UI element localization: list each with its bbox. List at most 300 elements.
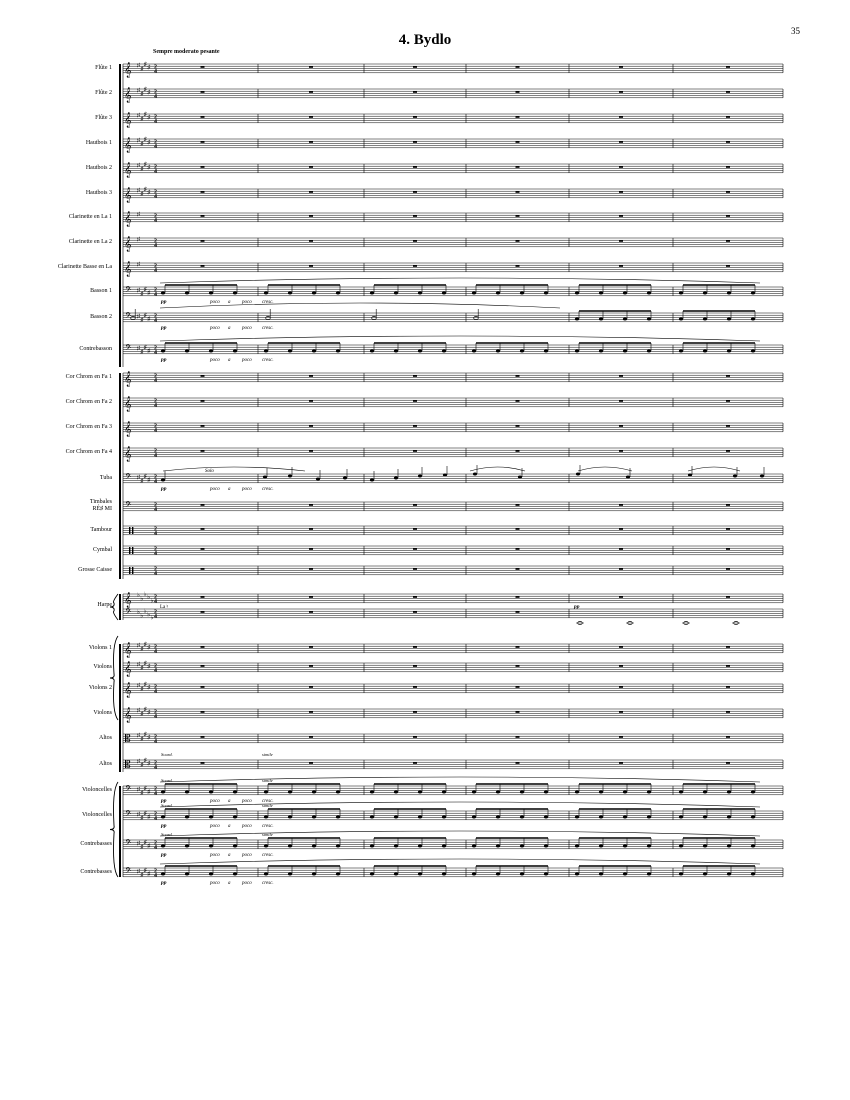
key-signature-accidental: ♯ [143, 313, 147, 320]
note-head [544, 791, 548, 794]
whole-rest [413, 762, 417, 764]
key-signature-accidental: ♯ [137, 787, 140, 794]
percussion-clef [132, 527, 133, 534]
dynamic-pp: pp [161, 798, 167, 804]
whole-rest [201, 91, 205, 93]
staff [123, 526, 783, 535]
instrument-name: Tuba [99, 474, 112, 481]
expression-cresc: cresc. [262, 358, 274, 363]
time-signature-numerator: 2 [154, 786, 157, 793]
whole-rest [201, 375, 205, 377]
bass-clef: 𝄢 [125, 810, 132, 821]
note-head [575, 873, 579, 876]
key-signature-accidental: ♯ [137, 662, 140, 668]
time-signature-denominator: 4 [154, 613, 157, 620]
time-signature-denominator: 4 [154, 550, 157, 557]
whole-rest [726, 141, 730, 143]
whole-rest [309, 215, 313, 217]
key-signature-accidental: ♯ [143, 757, 147, 764]
instrument-name: Hautbois 2 [85, 164, 112, 171]
staff [123, 89, 783, 98]
half-note-head [266, 316, 271, 319]
time-signature-denominator: 4 [154, 872, 157, 879]
note-head [418, 873, 422, 876]
note-head [394, 350, 398, 353]
whole-rest [309, 166, 313, 168]
note-head [394, 477, 398, 480]
instrument-name: Contrebasses [80, 840, 112, 847]
whole-rest [516, 166, 520, 168]
brace [110, 636, 118, 720]
time-signature-numerator: 2 [154, 811, 157, 818]
whole-rest [201, 611, 205, 613]
instrument-name: Violons [93, 709, 112, 716]
key-signature-accidental: ♯ [140, 790, 144, 797]
staff [123, 313, 783, 322]
whole-rest [413, 504, 417, 506]
treble-clef: 𝄞 [124, 137, 132, 152]
time-signature-denominator: 4 [154, 168, 157, 175]
note-head [161, 845, 165, 848]
note-head [316, 478, 320, 481]
dynamic-pp: pp [574, 604, 580, 610]
note-head [443, 474, 447, 477]
half-note-head [372, 316, 377, 319]
note-head [370, 292, 374, 295]
expression-poco: poco [242, 487, 252, 492]
dynamic-pp: pp [161, 486, 167, 492]
note-head [575, 318, 579, 321]
note-head [599, 791, 603, 794]
whole-rest [309, 425, 313, 427]
whole-rest [413, 711, 417, 713]
time-signature-numerator: 2 [154, 164, 157, 171]
note-head [264, 350, 268, 353]
time-signature-numerator: 2 [154, 709, 157, 716]
bass-clef: 𝄢 [125, 286, 132, 297]
time-signature-numerator: 2 [154, 345, 157, 352]
key-signature-accidental: ♯ [147, 90, 151, 97]
instrument-name: Hautbois 3 [85, 189, 112, 196]
note-head [161, 873, 165, 876]
whole-rest [413, 215, 417, 217]
time-signature-numerator: 2 [154, 114, 157, 121]
whole-rest [619, 736, 623, 738]
time-signature-numerator: 2 [154, 868, 157, 875]
note-head [679, 791, 683, 794]
instrument-name: Flûte 1 [95, 64, 112, 71]
note-head [647, 873, 651, 876]
whole-rest [619, 215, 623, 217]
key-signature-accidental: ♯ [140, 141, 144, 148]
staff [123, 868, 783, 877]
key-signature-accidental: ♯ [137, 759, 140, 765]
whole-rest [309, 611, 313, 613]
whole-rest [726, 504, 730, 506]
whole-rest [726, 116, 730, 118]
time-signature-denominator: 4 [154, 242, 157, 249]
whole-rest [413, 450, 417, 452]
percussion-clef [129, 547, 130, 554]
whole-rest [413, 66, 417, 68]
instrument-name: Tambour [90, 526, 112, 533]
expression-cresc: cresc. [262, 326, 274, 331]
expression-cresc: cresc. [262, 824, 274, 829]
time-signature-numerator: 2 [154, 287, 157, 294]
expression-poco: poco [242, 853, 252, 858]
instrument-name: Cor Chrom en Fa 4 [65, 448, 112, 455]
instrument-name: Contrebasson [79, 345, 112, 352]
whole-rest [516, 66, 520, 68]
note-head [394, 873, 398, 876]
note-head [575, 816, 579, 819]
note-head [496, 350, 500, 353]
note-head [544, 845, 548, 848]
time-signature-numerator: 2 [154, 423, 157, 430]
note-head [751, 791, 755, 794]
key-signature-accidental: ♯ [137, 869, 140, 876]
key-signature-accidental: ♯ [137, 63, 140, 69]
key-signature-accidental: ♯ [137, 812, 140, 819]
note-head [472, 350, 476, 353]
whole-rest [726, 191, 730, 193]
percussion-clef [129, 567, 130, 574]
note-head [623, 318, 627, 321]
whole-rest [619, 191, 623, 193]
time-signature-numerator: 2 [154, 526, 157, 533]
key-signature-accidental: ♯ [137, 188, 140, 194]
note-head [679, 318, 683, 321]
dynamic-pp: pp [161, 357, 167, 363]
expression-poco: poco [210, 853, 220, 858]
key-signature-accidental: ♯ [137, 314, 140, 321]
key-signature-accidental: ♯ [140, 478, 144, 485]
note-head [394, 791, 398, 794]
note-head [679, 845, 683, 848]
key-signature-accidental: ♯ [137, 237, 140, 243]
note-head [264, 791, 268, 794]
note-head [418, 292, 422, 295]
note-head [703, 845, 707, 848]
note-head [520, 845, 524, 848]
whole-rest [516, 568, 520, 570]
note-head [336, 350, 340, 353]
expression-poco: poco [210, 881, 220, 886]
whole-rest [201, 665, 205, 667]
note-head [576, 473, 580, 476]
time-signature-denominator: 4 [154, 648, 157, 655]
staff [123, 684, 783, 693]
bass-clef: 𝄢 [125, 344, 132, 355]
key-signature-accidental: ♯ [147, 115, 151, 122]
whole-rest [201, 528, 205, 530]
whole-rest [516, 646, 520, 648]
instrument-name: Cor Chrom en Fa 2 [65, 398, 112, 405]
expression-cresc: cresc. [262, 300, 274, 305]
note-head [185, 845, 189, 848]
whole-rest [413, 736, 417, 738]
note-head [209, 845, 213, 848]
key-signature-accidental: ♯ [140, 665, 144, 672]
whole-rest [413, 141, 417, 143]
whole-rest [201, 686, 205, 688]
key-signature-accidental: ♯ [147, 710, 151, 717]
time-signature-numerator: 2 [154, 760, 157, 767]
time-signature-denominator: 4 [154, 688, 157, 695]
expression-cresc: cresc. [262, 799, 274, 804]
note-head [312, 350, 316, 353]
expression-a: a [228, 824, 231, 829]
bass-clef: 𝄢 [125, 312, 132, 323]
expression-poco: poco [210, 824, 220, 829]
dynamic-pp: pp [161, 325, 167, 331]
staff [123, 423, 783, 432]
note-head [472, 873, 476, 876]
key-signature-accidental: ♯ [147, 316, 151, 323]
time-signature-denominator: 4 [154, 506, 157, 513]
whole-rest [309, 548, 313, 550]
time-signature-denominator: 4 [154, 598, 157, 605]
note-head [370, 791, 374, 794]
note-head [647, 791, 651, 794]
whole-rest [413, 548, 417, 550]
key-signature-accidental: ♯ [137, 643, 140, 649]
whole-rest [309, 596, 313, 598]
phrase-slur [160, 831, 760, 836]
note-head [520, 791, 524, 794]
whole-rest [309, 736, 313, 738]
key-signature-accidental: ♯ [143, 706, 147, 713]
staff [123, 644, 783, 653]
treble-clef: 𝄞 [124, 62, 132, 77]
whole-rest [201, 646, 205, 648]
note-head [496, 816, 500, 819]
staff [123, 474, 783, 483]
whole-rest [619, 141, 623, 143]
note-head [623, 845, 627, 848]
treble-clef: 𝄞 [124, 87, 132, 102]
time-signature-numerator: 2 [154, 840, 157, 847]
whole-rest [619, 450, 623, 452]
whole-rest [413, 375, 417, 377]
note-head [370, 350, 374, 353]
whole-rest [516, 611, 520, 613]
key-signature-accidental: ♯ [147, 165, 151, 172]
note-head [418, 791, 422, 794]
note-head [185, 873, 189, 876]
key-signature-accidental: ♯ [143, 786, 147, 793]
note-head [233, 873, 237, 876]
expression-a: a [228, 326, 231, 331]
treble-clef: 𝄞 [124, 236, 132, 251]
sourdine-marking: Sourd. [161, 752, 173, 757]
whole-rest [726, 762, 730, 764]
note-head [288, 816, 292, 819]
whole-rest [413, 191, 417, 193]
note-head [472, 292, 476, 295]
time-signature-numerator: 2 [154, 644, 157, 651]
key-signature-accidental: ♯ [140, 686, 144, 693]
note-head [496, 845, 500, 848]
key-signature-accidental: ♯ [147, 645, 151, 652]
note-head [703, 873, 707, 876]
whole-rest [726, 596, 730, 598]
note-head [233, 350, 237, 353]
whole-rest [726, 711, 730, 713]
key-signature-accidental: ♭ [150, 598, 154, 605]
whole-rest [619, 66, 623, 68]
bass-clef: 𝄢 [125, 608, 132, 619]
whole-rest [413, 528, 417, 530]
whole-rest [516, 686, 520, 688]
whole-rest [619, 425, 623, 427]
staff [123, 189, 783, 198]
note-head [336, 292, 340, 295]
whole-rest [309, 711, 313, 713]
whole-rest [516, 116, 520, 118]
staff [123, 546, 783, 555]
key-signature-accidental: ♭ [137, 610, 140, 617]
time-signature-numerator: 2 [154, 238, 157, 245]
note-head [394, 816, 398, 819]
brace [110, 782, 118, 877]
time-signature-denominator: 4 [154, 738, 157, 745]
key-signature-accidental: ♭ [140, 613, 144, 620]
whole-rest [201, 504, 205, 506]
note-head [442, 845, 446, 848]
note-head [544, 292, 548, 295]
note-head [442, 873, 446, 876]
instrument-name: Altos [98, 734, 112, 741]
expression-a: a [228, 853, 231, 858]
dynamic-pp: pp [161, 880, 167, 886]
half-note-head [474, 316, 479, 319]
whole-rest [726, 375, 730, 377]
whole-rest [619, 375, 623, 377]
whole-rest [413, 611, 417, 613]
whole-rest [516, 504, 520, 506]
staff [123, 594, 783, 603]
staff [123, 263, 783, 272]
note-head [575, 350, 579, 353]
note-head [336, 791, 340, 794]
whole-rest [516, 141, 520, 143]
note-head [161, 479, 165, 482]
note-head [647, 845, 651, 848]
note-head [679, 292, 683, 295]
note-head [751, 350, 755, 353]
instrument-name: Basson 2 [90, 313, 112, 320]
whole-rest [619, 91, 623, 93]
instrument-name: Basson 1 [90, 287, 112, 294]
key-signature-accidental: ♯ [140, 91, 144, 98]
key-signature-accidental: ♯ [147, 190, 151, 197]
key-signature-accidental: ♯ [137, 683, 140, 689]
whole-rest [516, 711, 520, 713]
staff [123, 345, 783, 354]
treble-clef: 𝄞 [124, 371, 132, 386]
note-head [575, 292, 579, 295]
expression-cresc: cresc. [262, 487, 274, 492]
treble-clef: 𝄞 [124, 187, 132, 202]
key-signature-accidental: ♯ [140, 711, 144, 718]
phrase-slur [160, 278, 760, 283]
bass-clef: 𝄢 [125, 839, 132, 850]
treble-clef: 𝄞 [124, 642, 132, 657]
whole-rest [309, 568, 313, 570]
key-signature-accidental: ♯ [140, 291, 144, 298]
time-signature-denominator: 4 [154, 118, 157, 125]
whole-rest [201, 568, 205, 570]
key-signature-accidental: ♭ [137, 593, 140, 599]
key-signature-accidental: ♯ [143, 287, 147, 294]
note-head [209, 816, 213, 819]
key-signature-accidental: ♭ [147, 595, 151, 602]
note-head [264, 292, 268, 295]
note-head [336, 845, 340, 848]
note-head [703, 816, 707, 819]
note-head [575, 791, 579, 794]
time-signature-denominator: 4 [154, 713, 157, 720]
note-head [751, 318, 755, 321]
whole-rest [201, 711, 205, 713]
note-head [336, 816, 340, 819]
staff [123, 734, 783, 743]
whole-rest [516, 265, 520, 267]
staff [123, 609, 783, 618]
solo-marking: Solo [205, 469, 214, 474]
key-signature-accidental: ♯ [147, 843, 151, 850]
note-head [623, 791, 627, 794]
key-signature-accidental: ♯ [140, 815, 144, 822]
whole-rest [413, 240, 417, 242]
key-signature-accidental: ♯ [137, 733, 140, 739]
staff [123, 238, 783, 247]
whole-rest [516, 425, 520, 427]
bass-clef: 𝄢 [125, 473, 132, 484]
simile-marking: simile [262, 832, 273, 837]
percussion-clef [132, 567, 133, 574]
whole-rest [619, 548, 623, 550]
time-signature-denominator: 4 [154, 667, 157, 674]
note-head [647, 350, 651, 353]
key-signature-accidental: ♯ [143, 731, 147, 738]
note-head [370, 479, 374, 482]
expression-poco: poco [242, 358, 252, 363]
whole-rest [619, 665, 623, 667]
percussion-clef [129, 527, 130, 534]
whole-rest [413, 116, 417, 118]
instrument-name: Violoncelles [82, 811, 112, 818]
time-signature-denominator: 4 [154, 790, 157, 797]
whole-rest [201, 736, 205, 738]
instrument-name: Violoncelles [82, 786, 112, 793]
staff [123, 811, 783, 820]
note-head [370, 816, 374, 819]
key-signature-accidental: ♯ [137, 138, 140, 144]
whole-rest [619, 400, 623, 402]
instrument-name: Cor Chrom en Fa 3 [65, 423, 112, 430]
time-signature-numerator: 2 [154, 313, 157, 320]
note-head [623, 816, 627, 819]
note-head [727, 292, 731, 295]
note-head [418, 816, 422, 819]
expression-poco: poco [242, 326, 252, 331]
whole-rest [726, 166, 730, 168]
time-signature-denominator: 4 [154, 478, 157, 485]
note-head [185, 292, 189, 295]
note-head [751, 816, 755, 819]
